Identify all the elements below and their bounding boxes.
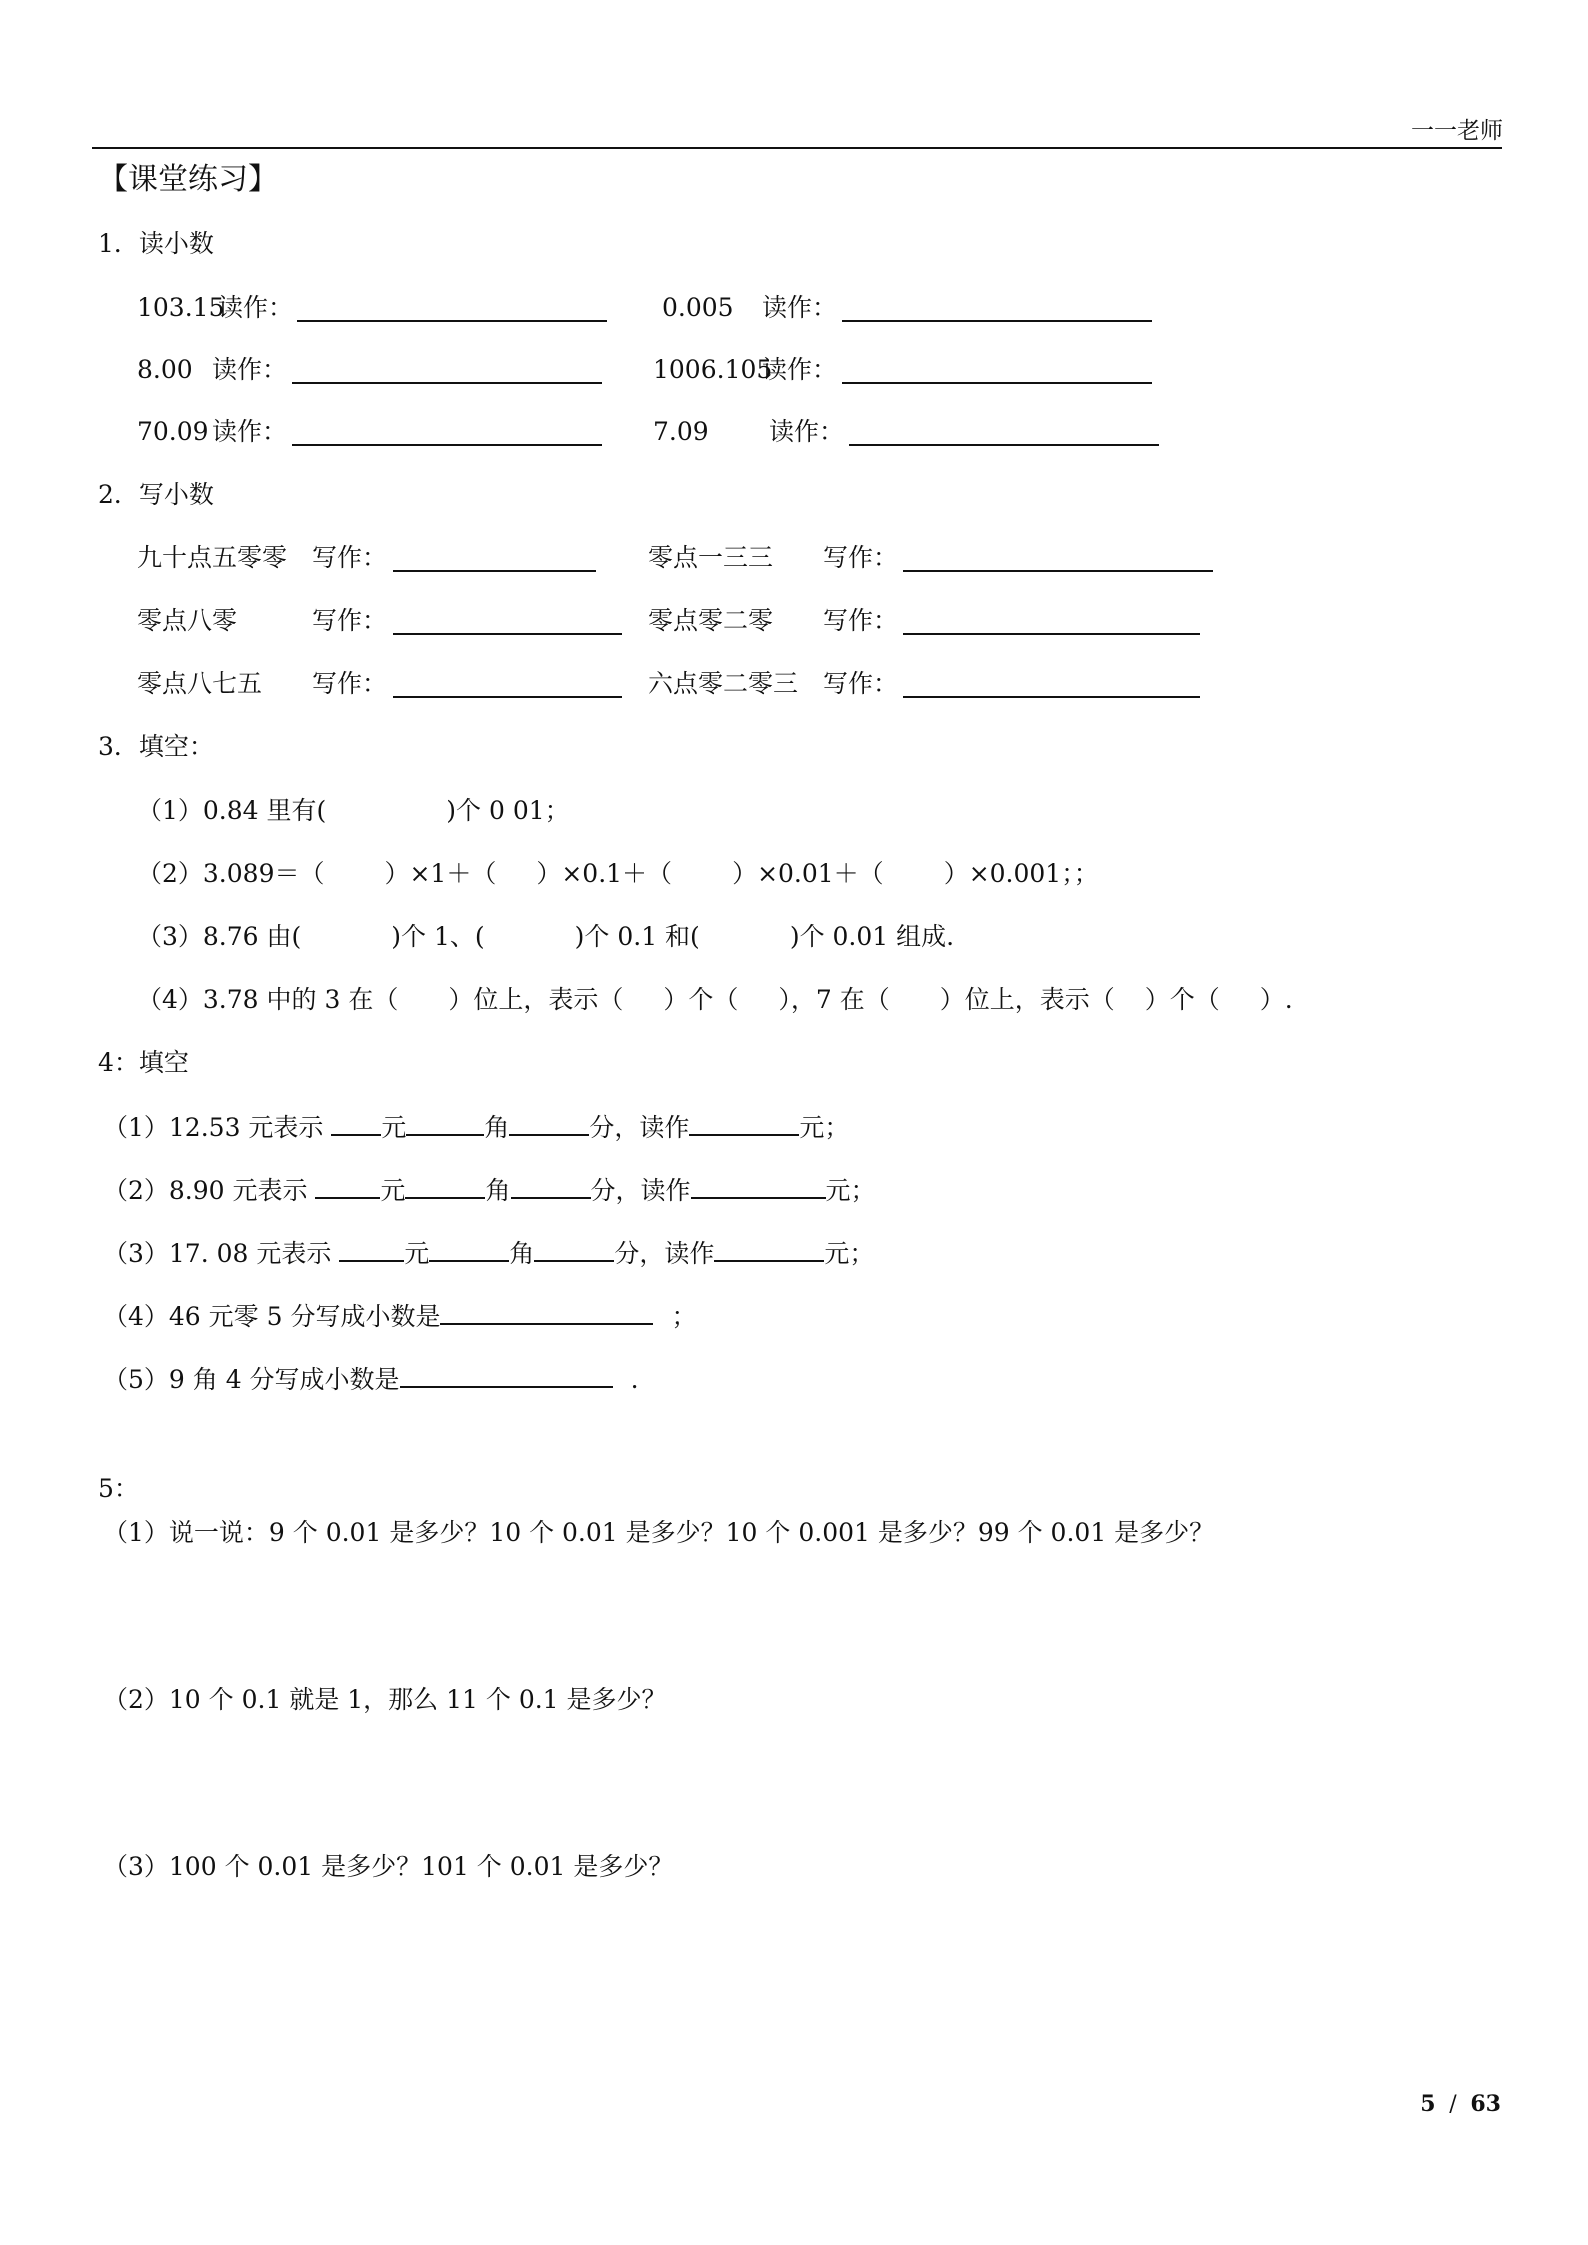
q4-item-5	[103, 1362, 639, 1396]
q1-heading: 1．读小数	[98, 229, 214, 258]
answer-blank[interactable]	[292, 444, 602, 446]
q3-text: ）×0.1＋（	[536, 859, 673, 888]
answer-blank[interactable]	[429, 1236, 509, 1262]
q3-item-4	[137, 984, 1293, 1016]
q2-label: 写作：	[823, 543, 899, 572]
q5-item-2: （2）10 个 0.1 就是 1，那么 11 个 0.1 是多少？	[103, 1685, 667, 1714]
answer-blank[interactable]	[315, 1173, 380, 1199]
answer-blank[interactable]	[440, 1299, 653, 1325]
answer-blank[interactable]	[903, 570, 1213, 572]
q3-text: （1）0.84 里有(	[137, 796, 327, 825]
header-teacher-name: 一一老师	[1411, 118, 1503, 144]
q5-heading: 5：	[98, 1474, 139, 1503]
answer-blank[interactable]	[400, 1362, 613, 1388]
q1-number: 7.09	[653, 417, 709, 446]
page-current: 5	[1420, 2091, 1436, 2117]
q5-item-1: （1）说一说：9 个 0.01 是多少？10 个 0.01 是多少？10 个 0.001 是多少？99 个 0.01 是多少？	[103, 1518, 1215, 1547]
page-title: 【课堂练习】	[98, 162, 278, 197]
q3-text: )个 0.1 和(	[574, 922, 700, 951]
q4-text: 元	[381, 1113, 407, 1142]
q3-text: )个 0 01；	[446, 796, 570, 825]
answer-blank[interactable]	[393, 633, 622, 635]
q4-text: （5）9 角 4 分写成小数是	[103, 1365, 400, 1394]
q3-item-2	[137, 858, 1099, 890]
q4-text: 分，读作	[614, 1239, 715, 1268]
q4-text: （2）8.90 元表示	[103, 1176, 316, 1205]
q3-heading: 3．填空：	[98, 732, 214, 761]
q4-text: （1）12.53 元表示	[103, 1113, 332, 1142]
page-separator: /	[1449, 2092, 1457, 2117]
q4-text: 角	[484, 1113, 510, 1142]
answer-blank[interactable]	[339, 1236, 404, 1262]
q5-item-3: （3）100 个 0.01 是多少？101 个 0.01 是多少？	[103, 1852, 674, 1881]
q1-number: 8.00	[137, 355, 193, 384]
q3-text: ）位上，表示（	[939, 985, 1115, 1014]
q3-text: ）×0.001；；	[943, 859, 1099, 888]
q2-words: 九十点五零零	[137, 543, 288, 572]
q2-label: 写作：	[823, 606, 899, 635]
q4-text: 元；	[824, 1239, 875, 1268]
q1-number: 70.09	[137, 417, 209, 446]
q4-heading: 4：填空	[98, 1048, 189, 1077]
q2-label: 写作：	[312, 543, 388, 572]
header-rule	[92, 147, 1502, 149]
answer-blank[interactable]	[405, 1173, 485, 1199]
q4-text: 角	[485, 1176, 511, 1205]
q3-text: （2）3.089＝（	[137, 859, 325, 888]
answer-blank[interactable]	[331, 1110, 381, 1136]
q4-item-2	[103, 1173, 876, 1207]
q2-words: 零点八七五	[137, 669, 263, 698]
q1-label: 读作：	[212, 417, 288, 446]
q4-text: 分，读作	[589, 1113, 690, 1142]
q3-text: ）×0.01＋（	[732, 859, 884, 888]
q2-words: 零点八零	[137, 606, 238, 635]
q4-text: 元；	[799, 1113, 850, 1142]
q4-text: .	[630, 1365, 639, 1394]
answer-blank[interactable]	[393, 696, 622, 698]
q1-label: 读作：	[218, 293, 294, 322]
answer-blank[interactable]	[842, 320, 1152, 322]
q4-text: 元	[380, 1176, 406, 1205]
answer-blank[interactable]	[511, 1173, 591, 1199]
q3-item-3	[137, 921, 954, 953]
q2-heading: 2．写小数	[98, 480, 214, 509]
q3-item-1	[137, 795, 570, 827]
q3-text: ）位上，表示（	[448, 985, 624, 1014]
answer-blank[interactable]	[534, 1236, 614, 1262]
q3-text: ）个（	[1144, 985, 1220, 1014]
q3-text: ）个（	[663, 985, 739, 1014]
q3-text: ），7 在（	[778, 985, 890, 1014]
q2-words: 六点零二零三	[648, 669, 799, 698]
answer-blank[interactable]	[393, 570, 596, 572]
answer-blank[interactable]	[903, 633, 1200, 635]
answer-blank[interactable]	[406, 1110, 484, 1136]
q3-text: )个 0.01 组成.	[789, 922, 955, 951]
q4-text: 元	[404, 1239, 430, 1268]
q4-text: （4）46 元零 5 分写成小数是	[103, 1302, 441, 1331]
q3-text: ）.	[1259, 985, 1293, 1014]
q3-text: （3）8.76 由(	[137, 922, 302, 951]
q1-label: 读作：	[212, 355, 288, 384]
q1-number: 0.005	[662, 293, 734, 322]
q4-text: 角	[509, 1239, 535, 1268]
q1-number: 1006.105	[653, 355, 773, 384]
q4-text: （3）17. 08 元表示	[103, 1239, 340, 1268]
q4-item-4	[103, 1299, 696, 1333]
answer-blank[interactable]	[849, 444, 1159, 446]
q1-label: 读作：	[762, 355, 838, 384]
q3-text: )个 1、(	[391, 922, 485, 951]
q4-text: ；	[671, 1302, 697, 1331]
q2-label: 写作：	[312, 606, 388, 635]
answer-blank[interactable]	[842, 382, 1152, 384]
answer-blank[interactable]	[714, 1236, 824, 1262]
answer-blank[interactable]	[297, 320, 607, 322]
q2-label: 写作：	[823, 669, 899, 698]
q4-item-3	[103, 1236, 874, 1270]
answer-blank[interactable]	[689, 1110, 799, 1136]
answer-blank[interactable]	[691, 1173, 826, 1199]
q1-number: 103.15	[137, 293, 225, 322]
q4-text: 元；	[825, 1176, 876, 1205]
q4-text: 分，读作	[590, 1176, 691, 1205]
answer-blank[interactable]	[903, 696, 1200, 698]
q2-words: 零点零二零	[648, 606, 774, 635]
q1-label: 读作：	[762, 293, 838, 322]
q2-words: 零点一三三	[648, 543, 774, 572]
answer-blank[interactable]	[292, 382, 602, 384]
page-total: 63	[1470, 2091, 1501, 2117]
q1-label: 读作：	[769, 417, 845, 446]
q4-item-1	[103, 1110, 849, 1144]
q3-text: ）×1＋（	[384, 859, 497, 888]
q3-text: （4）3.78 中的 3 在（	[137, 985, 399, 1014]
q2-label: 写作：	[312, 669, 388, 698]
answer-blank[interactable]	[509, 1110, 589, 1136]
page-number	[1420, 2091, 1501, 2117]
